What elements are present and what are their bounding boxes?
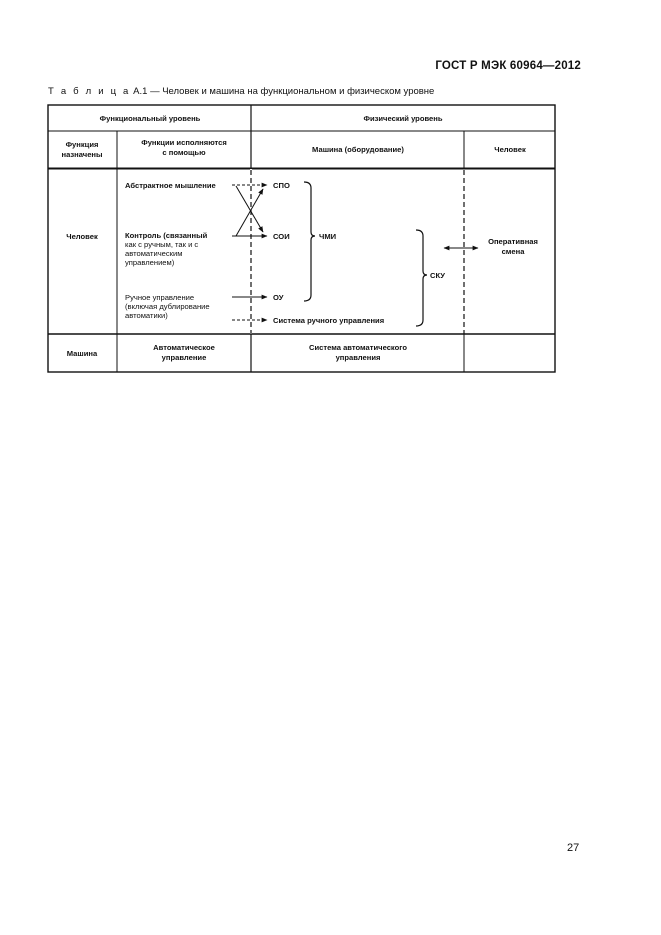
control-line3: автоматическим bbox=[125, 249, 183, 258]
abstract-thinking-label: Абстрактное мышление bbox=[125, 181, 216, 190]
col-performed-line2: с помощью bbox=[162, 148, 206, 157]
auto-system-line2: управления bbox=[335, 353, 381, 362]
col-human-header: Человек bbox=[494, 145, 526, 154]
group-functional-level: Функциональный уровень bbox=[99, 114, 201, 123]
manual-control-line2: (включая дублирование bbox=[125, 302, 210, 311]
document-code: ГОСТ Р МЭК 60964—2012 bbox=[435, 60, 581, 72]
col-machine-header: Машина (оборудование) bbox=[312, 145, 404, 154]
chmi-bracket bbox=[304, 182, 315, 301]
auto-system-line1: Система автоматического bbox=[309, 343, 407, 352]
col-function-line1: Функция bbox=[65, 140, 99, 149]
cross-line-b bbox=[236, 189, 263, 236]
page-number: 27 bbox=[567, 842, 580, 854]
soi-label: СОИ bbox=[273, 232, 290, 241]
control-line4: управлением) bbox=[125, 258, 175, 267]
manual-system-label: Система ручного управления bbox=[273, 316, 385, 325]
chmi-label: ЧМИ bbox=[319, 232, 337, 241]
table-caption-text: А.1 — Человек и машина на функциональном и физическом уровне bbox=[130, 86, 435, 97]
cross-line-a bbox=[236, 186, 263, 232]
col-performed-line1: Функции исполняются bbox=[141, 138, 227, 147]
auto-control-line2: управление bbox=[161, 353, 207, 362]
operating-shift-line1: Оперативная bbox=[488, 237, 538, 246]
col-function-line2: назначены bbox=[61, 150, 103, 159]
sku-bracket bbox=[416, 230, 427, 326]
sku-label: СКУ bbox=[430, 271, 446, 280]
manual-control-line1: Ручное управление bbox=[125, 293, 195, 302]
control-line1: Контроль (связанный bbox=[125, 231, 208, 240]
ou-label: ОУ bbox=[273, 293, 284, 302]
manual-control-line3: автоматики) bbox=[125, 311, 168, 320]
group-physical-level: Физический уровень bbox=[363, 114, 443, 123]
auto-control-line1: Автоматическое bbox=[153, 343, 215, 352]
row-machine-label: Машина bbox=[66, 349, 98, 358]
operating-shift-line2: смена bbox=[501, 247, 525, 256]
table-caption-label: Т а б л и ц а bbox=[48, 86, 131, 97]
spo-label: СПО bbox=[273, 181, 290, 190]
control-line2: как с ручным, так и с bbox=[125, 240, 199, 249]
row-human-label: Человек bbox=[66, 232, 98, 241]
